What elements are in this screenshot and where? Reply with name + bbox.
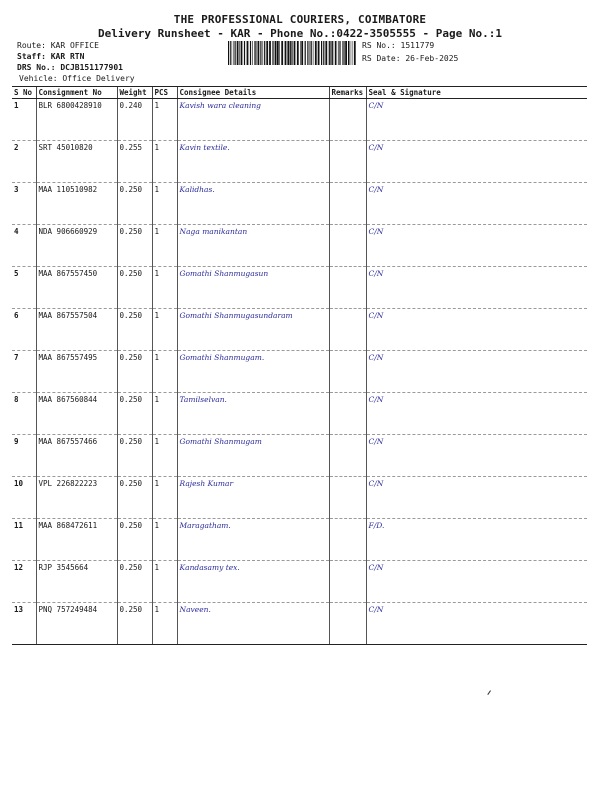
cell-pcs: 1 — [152, 603, 177, 645]
column-header-weight: Weight — [117, 87, 152, 99]
cell-weight: 0.250 — [117, 225, 152, 267]
cell-consignee-handwritten: Gomathi Shanmugasun — [177, 267, 329, 309]
cell-sno: 12 — [12, 561, 36, 603]
cell-remarks — [329, 477, 366, 519]
barcode-image — [228, 41, 356, 65]
table-row — [12, 435, 587, 477]
table-row — [12, 183, 587, 225]
cell-weight: 0.250 — [117, 603, 152, 645]
barcode-bar — [235, 41, 236, 65]
cell-signature-handwritten: C/N — [366, 435, 587, 477]
cell-consignment: RJP 3545664 — [36, 561, 117, 603]
company-title: THE PROFESSIONAL COURIERS, COIMBATORE — [173, 13, 427, 26]
vehicle-label: Vehicle: Office Delivery — [19, 74, 135, 83]
cell-sno: 11 — [12, 519, 36, 561]
barcode-bar — [291, 41, 292, 65]
barcode-bar — [290, 41, 291, 65]
barcode-bar — [342, 41, 343, 65]
cell-consignment: MAA 110510982 — [36, 183, 117, 225]
cell-consignee-handwritten: Tamilselvan. — [177, 393, 329, 435]
barcode-bar — [266, 41, 268, 65]
barcode-bar — [329, 41, 330, 65]
table-row — [12, 519, 587, 561]
cell-weight: 0.250 — [117, 519, 152, 561]
cell-consignment: MAA 867557495 — [36, 351, 117, 393]
barcode-bar — [325, 41, 327, 65]
barcode-bar — [272, 41, 273, 65]
cell-consignment: MAA 868472611 — [36, 519, 117, 561]
barcode-bar — [340, 41, 341, 65]
rs-date: RS Date: 26-Feb-2025 — [362, 54, 459, 63]
cell-remarks — [329, 309, 366, 351]
table-row — [12, 267, 587, 309]
barcode-bar — [269, 41, 271, 65]
cell-consignee-handwritten: Kavish wara cleaning — [177, 99, 329, 141]
cell-sno: 10 — [12, 477, 36, 519]
staff-label: Staff: KAR RTN — [17, 52, 85, 61]
cell-sno: 3 — [12, 183, 36, 225]
cell-signature-handwritten: C/N — [366, 351, 587, 393]
barcode-bar — [339, 41, 340, 65]
barcode-bar — [263, 41, 264, 65]
barcode-bar — [258, 41, 260, 65]
barcode-bar — [354, 41, 356, 65]
runsheet-subtitle: Delivery Runsheet - KAR - Phone No.:0422-3505555 - Page No.:1 — [98, 27, 502, 40]
cell-weight: 0.250 — [117, 309, 152, 351]
barcode-bar — [230, 41, 231, 65]
cell-consignee-handwritten: Gomathi Shanmugasundaram — [177, 309, 329, 351]
table-row — [12, 309, 587, 351]
cell-consignment: MAA 867557504 — [36, 309, 117, 351]
barcode-bar — [348, 41, 349, 65]
cell-signature-handwritten: C/N — [366, 393, 587, 435]
cell-remarks — [329, 603, 366, 645]
barcode-bar — [330, 41, 331, 65]
table-row — [12, 603, 587, 645]
table-row — [12, 561, 587, 603]
barcode-bar — [247, 41, 249, 65]
cell-consignee-handwritten: Rajesh Kumar — [177, 477, 329, 519]
cell-pcs: 1 — [152, 435, 177, 477]
cell-pcs: 1 — [152, 477, 177, 519]
table-row — [12, 393, 587, 435]
table-header-row — [12, 87, 587, 99]
cell-consignee-handwritten: Gomathi Shanmugam. — [177, 351, 329, 393]
barcode-bar — [250, 41, 251, 65]
barcode-bar — [301, 41, 303, 65]
cell-weight: 0.250 — [117, 267, 152, 309]
cell-signature-handwritten: C/N — [366, 267, 587, 309]
barcode-bar — [323, 41, 324, 65]
barcode-bar — [241, 41, 243, 65]
cell-weight: 0.250 — [117, 477, 152, 519]
cell-consignee-handwritten: Kalidhas. — [177, 183, 329, 225]
barcode-bar — [352, 41, 353, 65]
column-header-signature: Seal & Signature — [366, 87, 587, 99]
barcode-bar — [255, 41, 256, 65]
cell-signature-handwritten: C/N — [366, 225, 587, 267]
rs-number: RS No.: 1511779 — [362, 41, 435, 50]
barcode-bar — [345, 41, 347, 65]
barcode-bar — [285, 41, 287, 65]
barcode-bar — [335, 41, 336, 65]
barcode-bar — [310, 41, 311, 65]
cell-remarks — [329, 561, 366, 603]
cell-consignment: SRT 45010820 — [36, 141, 117, 183]
cell-pcs: 1 — [152, 393, 177, 435]
cell-signature-handwritten: C/N — [366, 603, 587, 645]
barcode-bar — [300, 41, 301, 65]
barcode-bar — [313, 41, 314, 65]
cell-sno: 7 — [12, 351, 36, 393]
cell-consignment: MAA 867560844 — [36, 393, 117, 435]
column-header-remarks: Remarks — [329, 87, 366, 99]
barcode-bar — [275, 41, 277, 65]
pen-tick-mark — [484, 688, 491, 695]
cell-pcs: 1 — [152, 519, 177, 561]
cell-remarks — [329, 183, 366, 225]
cell-pcs: 1 — [152, 183, 177, 225]
cell-remarks — [329, 267, 366, 309]
cell-consignment: VPL 226822223 — [36, 477, 117, 519]
column-header-pcs: PCS — [152, 87, 177, 99]
barcode-bar — [264, 41, 265, 65]
cell-consignment: PNQ 757249484 — [36, 603, 117, 645]
cell-sno: 9 — [12, 435, 36, 477]
column-header-consignee: Consignee Details — [177, 87, 329, 99]
cell-signature-handwritten: C/N — [366, 141, 587, 183]
cell-signature-handwritten: C/N — [366, 477, 587, 519]
barcode-bar — [279, 41, 280, 65]
cell-pcs: 1 — [152, 141, 177, 183]
drs-number: DRS No.: DCJB151177901 — [17, 63, 123, 72]
cell-signature-handwritten: F/D. — [366, 519, 587, 561]
cell-pcs: 1 — [152, 99, 177, 141]
barcode-bar — [297, 41, 299, 65]
cell-consignee-handwritten: Maragatham. — [177, 519, 329, 561]
barcode-bar — [307, 41, 308, 65]
barcode-bar — [233, 41, 234, 65]
cell-sno: 6 — [12, 309, 36, 351]
barcode-bar — [338, 41, 339, 65]
cell-remarks — [329, 519, 366, 561]
barcode-bar — [311, 41, 312, 65]
cell-sno: 8 — [12, 393, 36, 435]
barcode-bar — [244, 41, 245, 65]
table-row — [12, 477, 587, 519]
cell-remarks — [329, 435, 366, 477]
barcode-bar — [318, 41, 320, 65]
cell-weight: 0.250 — [117, 183, 152, 225]
cell-consignee-handwritten: Kandasamy tex. — [177, 561, 329, 603]
column-header-sno: S No — [12, 87, 36, 99]
barcode-bar — [350, 41, 351, 65]
cell-consignment: BLR 6800428910 — [36, 99, 117, 141]
cell-pcs: 1 — [152, 225, 177, 267]
route-label: Route: KAR OFFICE — [17, 41, 99, 50]
barcode-bar — [254, 41, 255, 65]
cell-sno: 13 — [12, 603, 36, 645]
cell-sno: 1 — [12, 99, 36, 141]
cell-weight: 0.250 — [117, 351, 152, 393]
barcode-bar — [228, 41, 229, 65]
cell-consignment: MAA 867557450 — [36, 267, 117, 309]
barcode-bar — [315, 41, 317, 65]
cell-remarks — [329, 141, 366, 183]
cell-consignee-handwritten: Kavin textile. — [177, 141, 329, 183]
cell-pcs: 1 — [152, 561, 177, 603]
barcode-bar — [237, 41, 239, 65]
barcode-bar — [294, 41, 296, 65]
cell-signature-handwritten: C/N — [366, 99, 587, 141]
barcode-bar — [321, 41, 322, 65]
cell-remarks — [329, 99, 366, 141]
cell-sno: 2 — [12, 141, 36, 183]
cell-remarks — [329, 351, 366, 393]
cell-pcs: 1 — [152, 309, 177, 351]
barcode-bar — [332, 41, 333, 65]
cell-remarks — [329, 393, 366, 435]
cell-pcs: 1 — [152, 267, 177, 309]
barcode-bar — [287, 41, 289, 65]
barcode-bar — [252, 41, 253, 65]
table-row — [12, 351, 587, 393]
cell-weight: 0.250 — [117, 393, 152, 435]
table-row — [12, 99, 587, 141]
table-row — [12, 225, 587, 267]
barcode-bar — [344, 41, 345, 65]
cell-pcs: 1 — [152, 351, 177, 393]
cell-signature-handwritten: C/N — [366, 183, 587, 225]
barcode-bar — [305, 41, 306, 65]
cell-remarks — [329, 225, 366, 267]
cell-signature-handwritten: C/N — [366, 309, 587, 351]
cell-weight: 0.250 — [117, 561, 152, 603]
cell-consignee-handwritten: Naga manikantan — [177, 225, 329, 267]
barcode-bar — [277, 41, 279, 65]
cell-consignment: MAA 867557466 — [36, 435, 117, 477]
cell-consignee-handwritten: Gomathi Shanmugam — [177, 435, 329, 477]
cell-sno: 4 — [12, 225, 36, 267]
cell-sno: 5 — [12, 267, 36, 309]
barcode-bar — [337, 41, 338, 65]
barcode-bar — [239, 41, 240, 65]
table-row — [12, 141, 587, 183]
column-header-consignment: Consignment No — [36, 87, 117, 99]
cell-signature-handwritten: C/N — [366, 561, 587, 603]
runsheet-table — [12, 86, 587, 645]
cell-weight: 0.255 — [117, 141, 152, 183]
cell-consignee-handwritten: Naveen. — [177, 603, 329, 645]
cell-weight: 0.240 — [117, 99, 152, 141]
cell-weight: 0.250 — [117, 435, 152, 477]
cell-consignment: NDA 906660929 — [36, 225, 117, 267]
barcode-bar — [260, 41, 261, 65]
barcode-bar — [281, 41, 283, 65]
